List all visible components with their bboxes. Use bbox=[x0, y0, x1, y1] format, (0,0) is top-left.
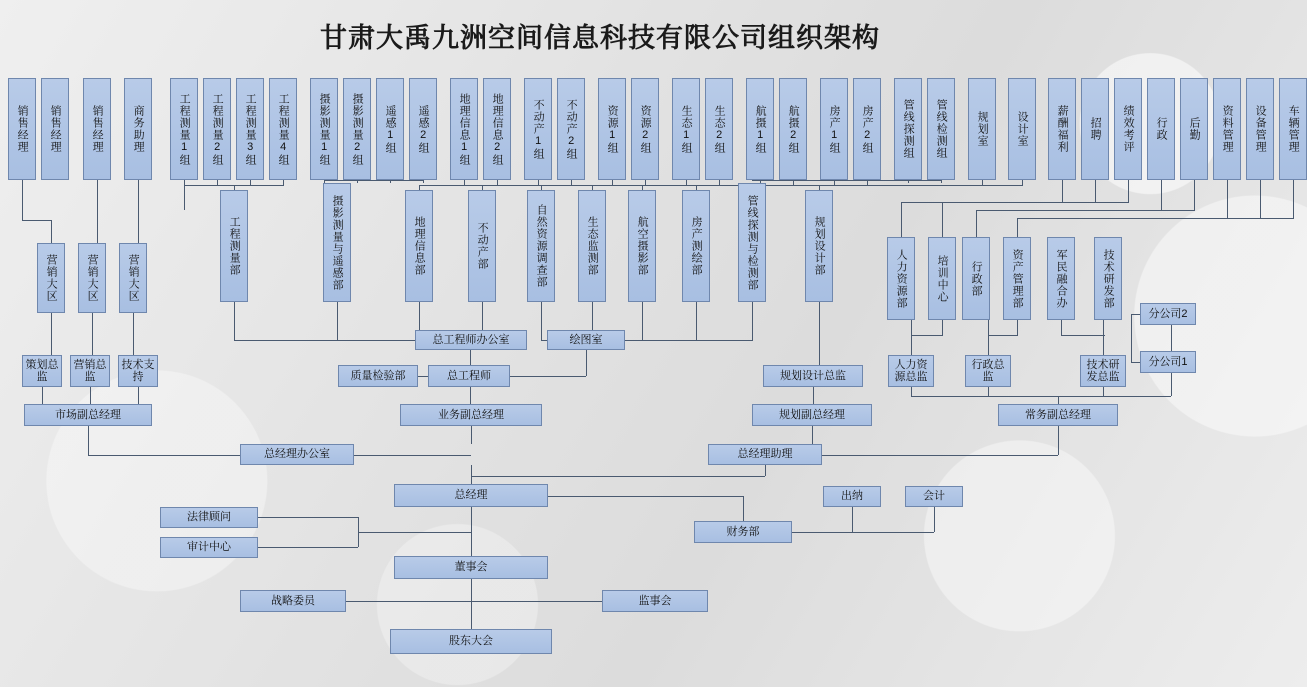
node-civil-military-integration-office[interactable]: 军民融合办 bbox=[1047, 237, 1075, 320]
connector bbox=[988, 320, 989, 355]
node-sales-manager-1[interactable]: 销售经理 bbox=[8, 78, 36, 180]
connector bbox=[470, 350, 471, 365]
node-remote-sensing-group-2[interactable]: 遥感2组 bbox=[409, 78, 437, 180]
connector bbox=[752, 180, 942, 181]
node-planning-design-director[interactable]: 规划设计总监 bbox=[763, 365, 863, 387]
connector bbox=[471, 465, 472, 484]
node-gm-office[interactable]: 总经理办公室 bbox=[240, 444, 354, 465]
connector bbox=[743, 496, 744, 521]
connector bbox=[548, 496, 743, 497]
connector bbox=[324, 180, 424, 181]
connector bbox=[90, 387, 91, 404]
node-asset-management-dept[interactable]: 资产管理部 bbox=[1003, 237, 1031, 320]
connector bbox=[51, 313, 52, 355]
node-pipeline-detection-inspection-dept[interactable]: 管线探测与检测部 bbox=[738, 183, 766, 302]
connector bbox=[1058, 426, 1059, 455]
connector bbox=[22, 220, 51, 221]
node-marketing-region-3[interactable]: 营销大区 bbox=[119, 243, 147, 313]
connector bbox=[471, 601, 602, 602]
connector bbox=[901, 202, 1129, 203]
connector bbox=[942, 320, 943, 335]
connector bbox=[419, 302, 420, 330]
connector bbox=[471, 579, 472, 629]
node-equipment-management[interactable]: 设备管理 bbox=[1246, 78, 1274, 180]
node-branch-1[interactable]: 分公司1 bbox=[1140, 351, 1196, 373]
connector bbox=[471, 507, 472, 556]
connector bbox=[234, 302, 235, 340]
node-gis-group-1[interactable]: 地理信息1组 bbox=[450, 78, 478, 180]
node-hr-director[interactable]: 人力资源总监 bbox=[888, 355, 934, 387]
connector bbox=[813, 387, 814, 404]
node-recruitment[interactable]: 招聘 bbox=[1081, 78, 1109, 180]
connector bbox=[1062, 180, 1063, 202]
node-marketing-director[interactable]: 营销总监 bbox=[70, 355, 110, 387]
connector bbox=[337, 302, 338, 340]
node-vehicle-management[interactable]: 车辆管理 bbox=[1279, 78, 1307, 180]
node-marketing-region-1[interactable]: 营销大区 bbox=[37, 243, 65, 313]
node-rnd-dept[interactable]: 技术研发部 bbox=[1094, 237, 1122, 320]
node-housing-group-1[interactable]: 房产1组 bbox=[820, 78, 848, 180]
connector bbox=[1161, 180, 1162, 210]
connector bbox=[586, 350, 587, 376]
connector bbox=[88, 426, 89, 455]
connector bbox=[812, 426, 813, 444]
node-marketing-region-2[interactable]: 营销大区 bbox=[78, 243, 106, 313]
node-resource-group-1[interactable]: 资源1组 bbox=[598, 78, 626, 180]
node-general-manager[interactable]: 总经理 bbox=[394, 484, 548, 507]
node-design-room[interactable]: 设计室 bbox=[1008, 78, 1036, 180]
node-rnd-director[interactable]: 技术研发总监 bbox=[1080, 355, 1126, 387]
node-sales-manager-2[interactable]: 销售经理 bbox=[41, 78, 69, 180]
node-real-estate-group-2[interactable]: 不动产2组 bbox=[557, 78, 585, 180]
connector bbox=[1293, 180, 1294, 218]
node-photogrammetry-group-1[interactable]: 摄影测量1组 bbox=[310, 78, 338, 180]
node-real-estate-group-1[interactable]: 不动产1组 bbox=[524, 78, 552, 180]
connector bbox=[258, 517, 358, 518]
node-strategy-committee[interactable]: 战略委员 bbox=[240, 590, 346, 612]
connector bbox=[911, 335, 943, 336]
node-market-vp[interactable]: 市场副总经理 bbox=[24, 404, 152, 426]
node-compensation-benefits[interactable]: 薪酬福利 bbox=[1048, 78, 1076, 180]
connector bbox=[541, 302, 542, 340]
node-quality-inspection-dept[interactable]: 质量检验部 bbox=[338, 365, 418, 387]
connector bbox=[510, 376, 586, 377]
connector bbox=[1017, 320, 1018, 335]
node-housing-group-2[interactable]: 房产2组 bbox=[853, 78, 881, 180]
node-engineering-survey-dept[interactable]: 工程测量部 bbox=[220, 190, 248, 302]
node-logistics[interactable]: 后勤 bbox=[1180, 78, 1208, 180]
connector bbox=[976, 210, 977, 237]
connector bbox=[51, 220, 52, 243]
connector bbox=[1103, 320, 1104, 355]
node-aerial-group-2[interactable]: 航摄2组 bbox=[779, 78, 807, 180]
node-executive-vp[interactable]: 常务副总经理 bbox=[998, 404, 1118, 426]
connector bbox=[138, 180, 139, 243]
node-branch-2[interactable]: 分公司2 bbox=[1140, 303, 1196, 325]
connector bbox=[1061, 320, 1062, 335]
node-business-assistant[interactable]: 商务助理 bbox=[124, 78, 152, 180]
node-gis-dept[interactable]: 地理信息部 bbox=[405, 190, 433, 302]
node-housing-survey-dept[interactable]: 房产测绘部 bbox=[682, 190, 710, 302]
node-eng-survey-group-2[interactable]: 工程测量2组 bbox=[203, 78, 231, 180]
connector bbox=[852, 507, 853, 532]
node-ecology-group-1[interactable]: 生态1组 bbox=[672, 78, 700, 180]
connector bbox=[354, 455, 471, 456]
node-supervisory-board[interactable]: 监事会 bbox=[602, 590, 708, 612]
node-real-estate-dept[interactable]: 不动产部 bbox=[468, 190, 496, 302]
connector bbox=[942, 202, 943, 237]
connector bbox=[258, 547, 358, 548]
node-eng-survey-group-1[interactable]: 工程测量1组 bbox=[170, 78, 198, 180]
connector bbox=[419, 185, 465, 186]
node-chief-engineer-office[interactable]: 总工程师办公室 bbox=[415, 330, 527, 350]
connector bbox=[97, 180, 98, 243]
connector bbox=[1058, 396, 1059, 404]
node-administration-dept[interactable]: 行政部 bbox=[962, 237, 990, 320]
node-ecology-group-2[interactable]: 生态2组 bbox=[705, 78, 733, 180]
node-pipeline-inspection-group[interactable]: 管线检测组 bbox=[927, 78, 955, 180]
node-planning-room[interactable]: 规划室 bbox=[968, 78, 996, 180]
connector bbox=[1194, 180, 1195, 210]
node-ecological-monitoring-dept[interactable]: 生态监测部 bbox=[578, 190, 606, 302]
node-pipeline-detection-group[interactable]: 管线探测组 bbox=[894, 78, 922, 180]
connector bbox=[819, 185, 1023, 186]
node-planning-vp[interactable]: 规划副总经理 bbox=[752, 404, 872, 426]
node-audit-center[interactable]: 审计中心 bbox=[160, 537, 258, 558]
connector bbox=[1131, 314, 1132, 362]
connector bbox=[1095, 180, 1096, 202]
connector bbox=[88, 455, 240, 456]
node-finance-dept[interactable]: 财务部 bbox=[694, 521, 792, 543]
node-aerial-group-1[interactable]: 航摄1组 bbox=[746, 78, 774, 180]
node-photogrammetry-group-2[interactable]: 摄影测量2组 bbox=[343, 78, 371, 180]
page-title: 甘肃大禹九洲空间信息科技有限公司组织架构 bbox=[320, 23, 880, 54]
node-planning-director[interactable]: 策划总监 bbox=[22, 355, 62, 387]
connector bbox=[470, 387, 471, 404]
node-accountant[interactable]: 会计 bbox=[905, 486, 963, 507]
connector bbox=[911, 396, 1171, 397]
connector bbox=[1128, 180, 1129, 202]
node-shareholders-meeting[interactable]: 股东大会 bbox=[390, 629, 552, 654]
connector bbox=[234, 340, 416, 341]
node-eng-survey-group-3[interactable]: 工程测量3组 bbox=[236, 78, 264, 180]
node-administration[interactable]: 行政 bbox=[1147, 78, 1175, 180]
node-photogrammetry-remote-sensing-dept[interactable]: 摄影测量与遥感部 bbox=[323, 183, 351, 302]
node-performance-review[interactable]: 绩效考评 bbox=[1114, 78, 1142, 180]
node-training-center[interactable]: 培训中心 bbox=[928, 237, 956, 320]
connector bbox=[42, 387, 43, 404]
node-eng-survey-group-4[interactable]: 工程测量4组 bbox=[269, 78, 297, 180]
connector bbox=[696, 302, 697, 340]
connector bbox=[934, 507, 935, 532]
connector bbox=[358, 532, 471, 533]
connector bbox=[642, 302, 643, 340]
node-admin-director[interactable]: 行政总监 bbox=[965, 355, 1011, 387]
connector bbox=[901, 202, 902, 237]
node-aerial-photography-dept[interactable]: 航空摄影部 bbox=[628, 190, 656, 302]
node-gis-group-2[interactable]: 地理信息2组 bbox=[483, 78, 511, 180]
node-legal-counsel[interactable]: 法律顾问 bbox=[160, 507, 258, 528]
node-remote-sensing-group-1[interactable]: 遥感1组 bbox=[376, 78, 404, 180]
node-hr-dept[interactable]: 人力资源部 bbox=[887, 237, 915, 320]
node-cashier[interactable]: 出纳 bbox=[823, 486, 881, 507]
connector bbox=[911, 387, 912, 396]
connector bbox=[1017, 218, 1294, 219]
connector bbox=[1017, 218, 1018, 237]
node-board-of-directors[interactable]: 董事会 bbox=[394, 556, 548, 579]
connector bbox=[765, 465, 766, 476]
connector bbox=[133, 313, 134, 355]
node-gm-assistant[interactable]: 总经理助理 bbox=[708, 444, 822, 465]
node-natural-resources-survey-dept[interactable]: 自然资源调查部 bbox=[527, 190, 555, 302]
connector bbox=[1260, 180, 1261, 218]
node-drafting-room[interactable]: 绘图室 bbox=[547, 330, 625, 350]
node-planning-design-dept[interactable]: 规划设计部 bbox=[805, 190, 833, 302]
connector bbox=[22, 180, 23, 220]
connector bbox=[988, 387, 989, 396]
connector bbox=[976, 210, 1195, 211]
node-technical-support[interactable]: 技术支持 bbox=[118, 355, 158, 387]
connector bbox=[1103, 387, 1104, 396]
node-sales-manager-3[interactable]: 销售经理 bbox=[83, 78, 111, 180]
node-resource-group-2[interactable]: 资源2组 bbox=[631, 78, 659, 180]
connector bbox=[471, 476, 765, 477]
connector bbox=[752, 302, 753, 340]
connector bbox=[1061, 335, 1105, 336]
connector bbox=[792, 532, 934, 533]
connector bbox=[138, 387, 139, 404]
connector bbox=[1227, 180, 1228, 218]
connector bbox=[471, 426, 472, 444]
connector bbox=[819, 302, 820, 365]
connector bbox=[911, 320, 912, 355]
node-document-management[interactable]: 资料管理 bbox=[1213, 78, 1241, 180]
node-business-vp[interactable]: 业务副总经理 bbox=[400, 404, 542, 426]
node-chief-engineer[interactable]: 总工程师 bbox=[428, 365, 510, 387]
connector bbox=[482, 302, 483, 330]
connector bbox=[988, 335, 1018, 336]
connector bbox=[822, 455, 1058, 456]
connector bbox=[92, 313, 93, 355]
